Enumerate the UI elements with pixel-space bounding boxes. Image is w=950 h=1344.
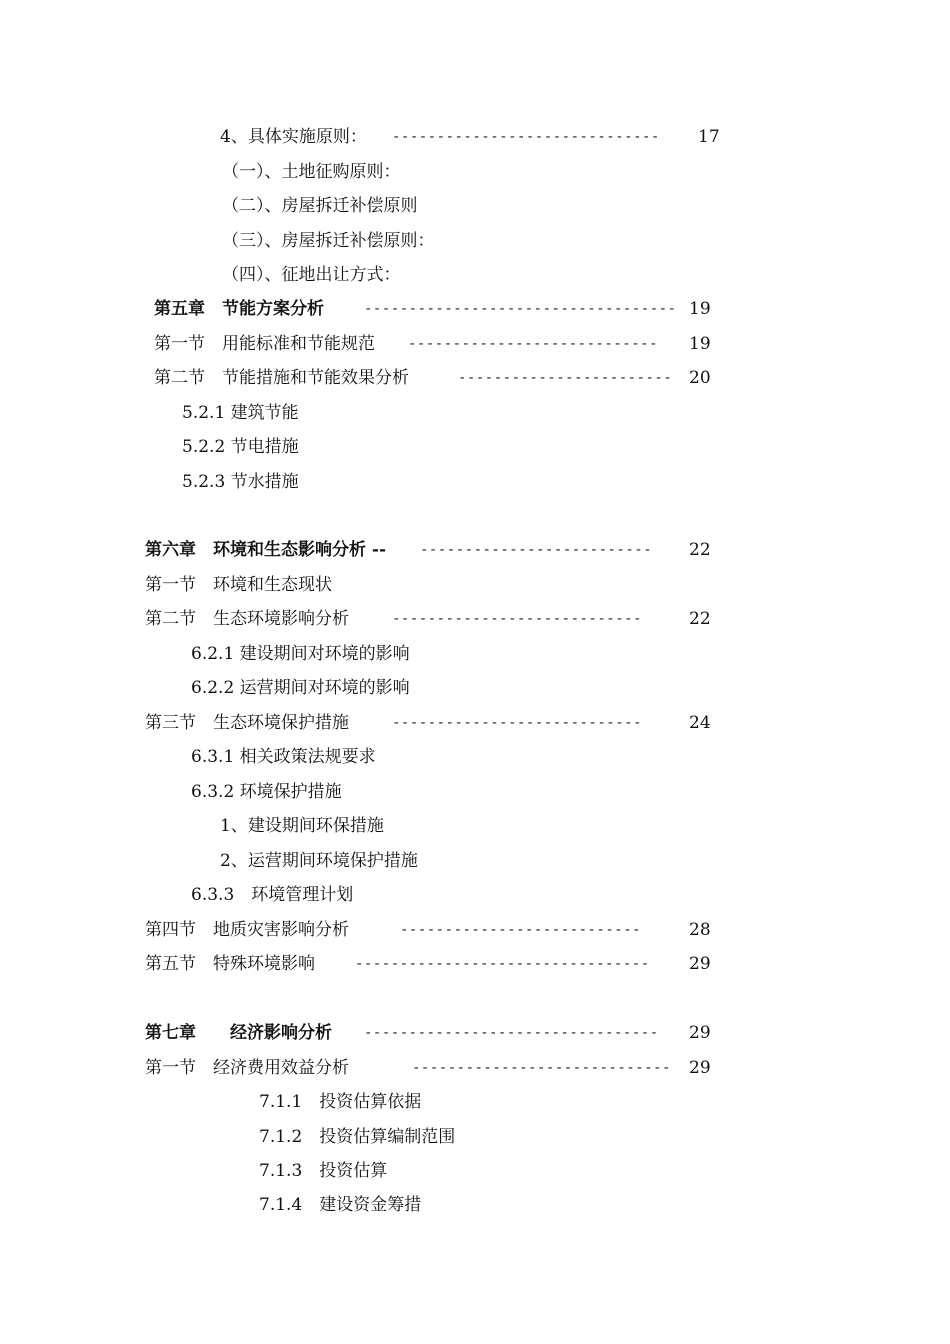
- toc-entry-text: 第一节 环境和生态现状: [145, 575, 332, 595]
- toc-entry-text: 5.2.3 节水措施: [182, 472, 299, 492]
- toc-entry-text: （四）、征地出让方式：: [222, 265, 401, 285]
- toc-page-number: 17: [698, 127, 720, 147]
- toc-entry-text: （三）、房屋拆迁补偿原则：: [222, 231, 435, 251]
- toc-page-number: 29: [689, 1023, 711, 1043]
- toc-leader: ----------------------------: [408, 336, 659, 352]
- toc-leader: ---------------------------------: [364, 1025, 659, 1041]
- toc-entry-text: 5.2.2 节电措施: [182, 437, 299, 457]
- toc-entry-text: 4、具体实施原则：: [220, 127, 367, 147]
- toc-page-number: 28: [689, 920, 711, 940]
- toc-entry-text: 5.2.1 建筑节能: [182, 403, 299, 423]
- toc-leader: --------------------------: [420, 542, 653, 558]
- toc-entry-text: 7.1.2 投资估算编制范围: [259, 1127, 456, 1147]
- toc-entry-text: 7.1.3 投资估算: [259, 1161, 388, 1181]
- toc-page-number: 22: [689, 540, 711, 560]
- toc-entry-text: 第一节 用能标准和节能规范: [154, 334, 375, 354]
- toc-page-number: 19: [689, 299, 711, 319]
- toc-leader: ---------------------------: [400, 922, 642, 938]
- toc-entry-text: 2、运营期间环境保护措施: [220, 851, 418, 871]
- toc-leader: ---------------------------------: [355, 956, 650, 972]
- toc-leader: ----------------------------: [392, 715, 643, 731]
- toc-entry-text: 6.2.1 建设期间对环境的影响: [191, 644, 410, 664]
- toc-entry-text: 6.2.2 运营期间对环境的影响: [191, 678, 410, 698]
- toc-page-number: 29: [689, 954, 711, 974]
- toc-chapter-title: 第六章 环境和生态影响分析 --: [145, 540, 387, 560]
- toc-page-number: 19: [689, 334, 711, 354]
- toc-leader: -----------------------------: [412, 1060, 671, 1076]
- toc-entry-text: 第二节 生态环境影响分析: [145, 609, 349, 629]
- toc-chapter-title: 第五章 节能方案分析: [154, 299, 324, 319]
- toc-entry-text: 6.3.1 相关政策法规要求: [191, 747, 376, 767]
- toc-entry-text: （二）、房屋拆迁补偿原则: [222, 196, 418, 216]
- toc-leader: -----------------------------------: [364, 301, 677, 317]
- toc-entry-text: 6.3.2 环境保护措施: [191, 782, 342, 802]
- toc-leader: ------------------------------: [392, 129, 660, 145]
- toc-entry-text: 1、建设期间环保措施: [220, 816, 384, 836]
- toc-page-number: 24: [689, 713, 711, 733]
- toc-entry-text: 第一节 经济费用效益分析: [145, 1058, 349, 1078]
- toc-entry-text: 第四节 地质灾害影响分析: [145, 920, 349, 940]
- toc-page-number: 20: [689, 368, 711, 388]
- toc-entry-text: 7.1.1 投资估算依据: [259, 1092, 422, 1112]
- toc-entry-text: 第二节 节能措施和节能效果分析: [154, 368, 409, 388]
- toc-entry-text: 6.3.3 环境管理计划: [191, 885, 354, 905]
- toc-page-number: 22: [689, 609, 711, 629]
- toc-entry-text: （一）、土地征购原则：: [222, 162, 401, 182]
- toc-page-number: 29: [689, 1058, 711, 1078]
- toc-entry-text: 第五节 特殊环境影响: [145, 954, 315, 974]
- toc-leader: ----------------------------: [392, 611, 643, 627]
- toc-entry-text: 7.1.4 建设资金筹措: [259, 1195, 422, 1215]
- toc-chapter-title: 第七章 经济影响分析: [145, 1023, 332, 1043]
- toc-entry-text: 第三节 生态环境保护措施: [145, 713, 349, 733]
- toc-leader: ------------------------: [458, 370, 673, 386]
